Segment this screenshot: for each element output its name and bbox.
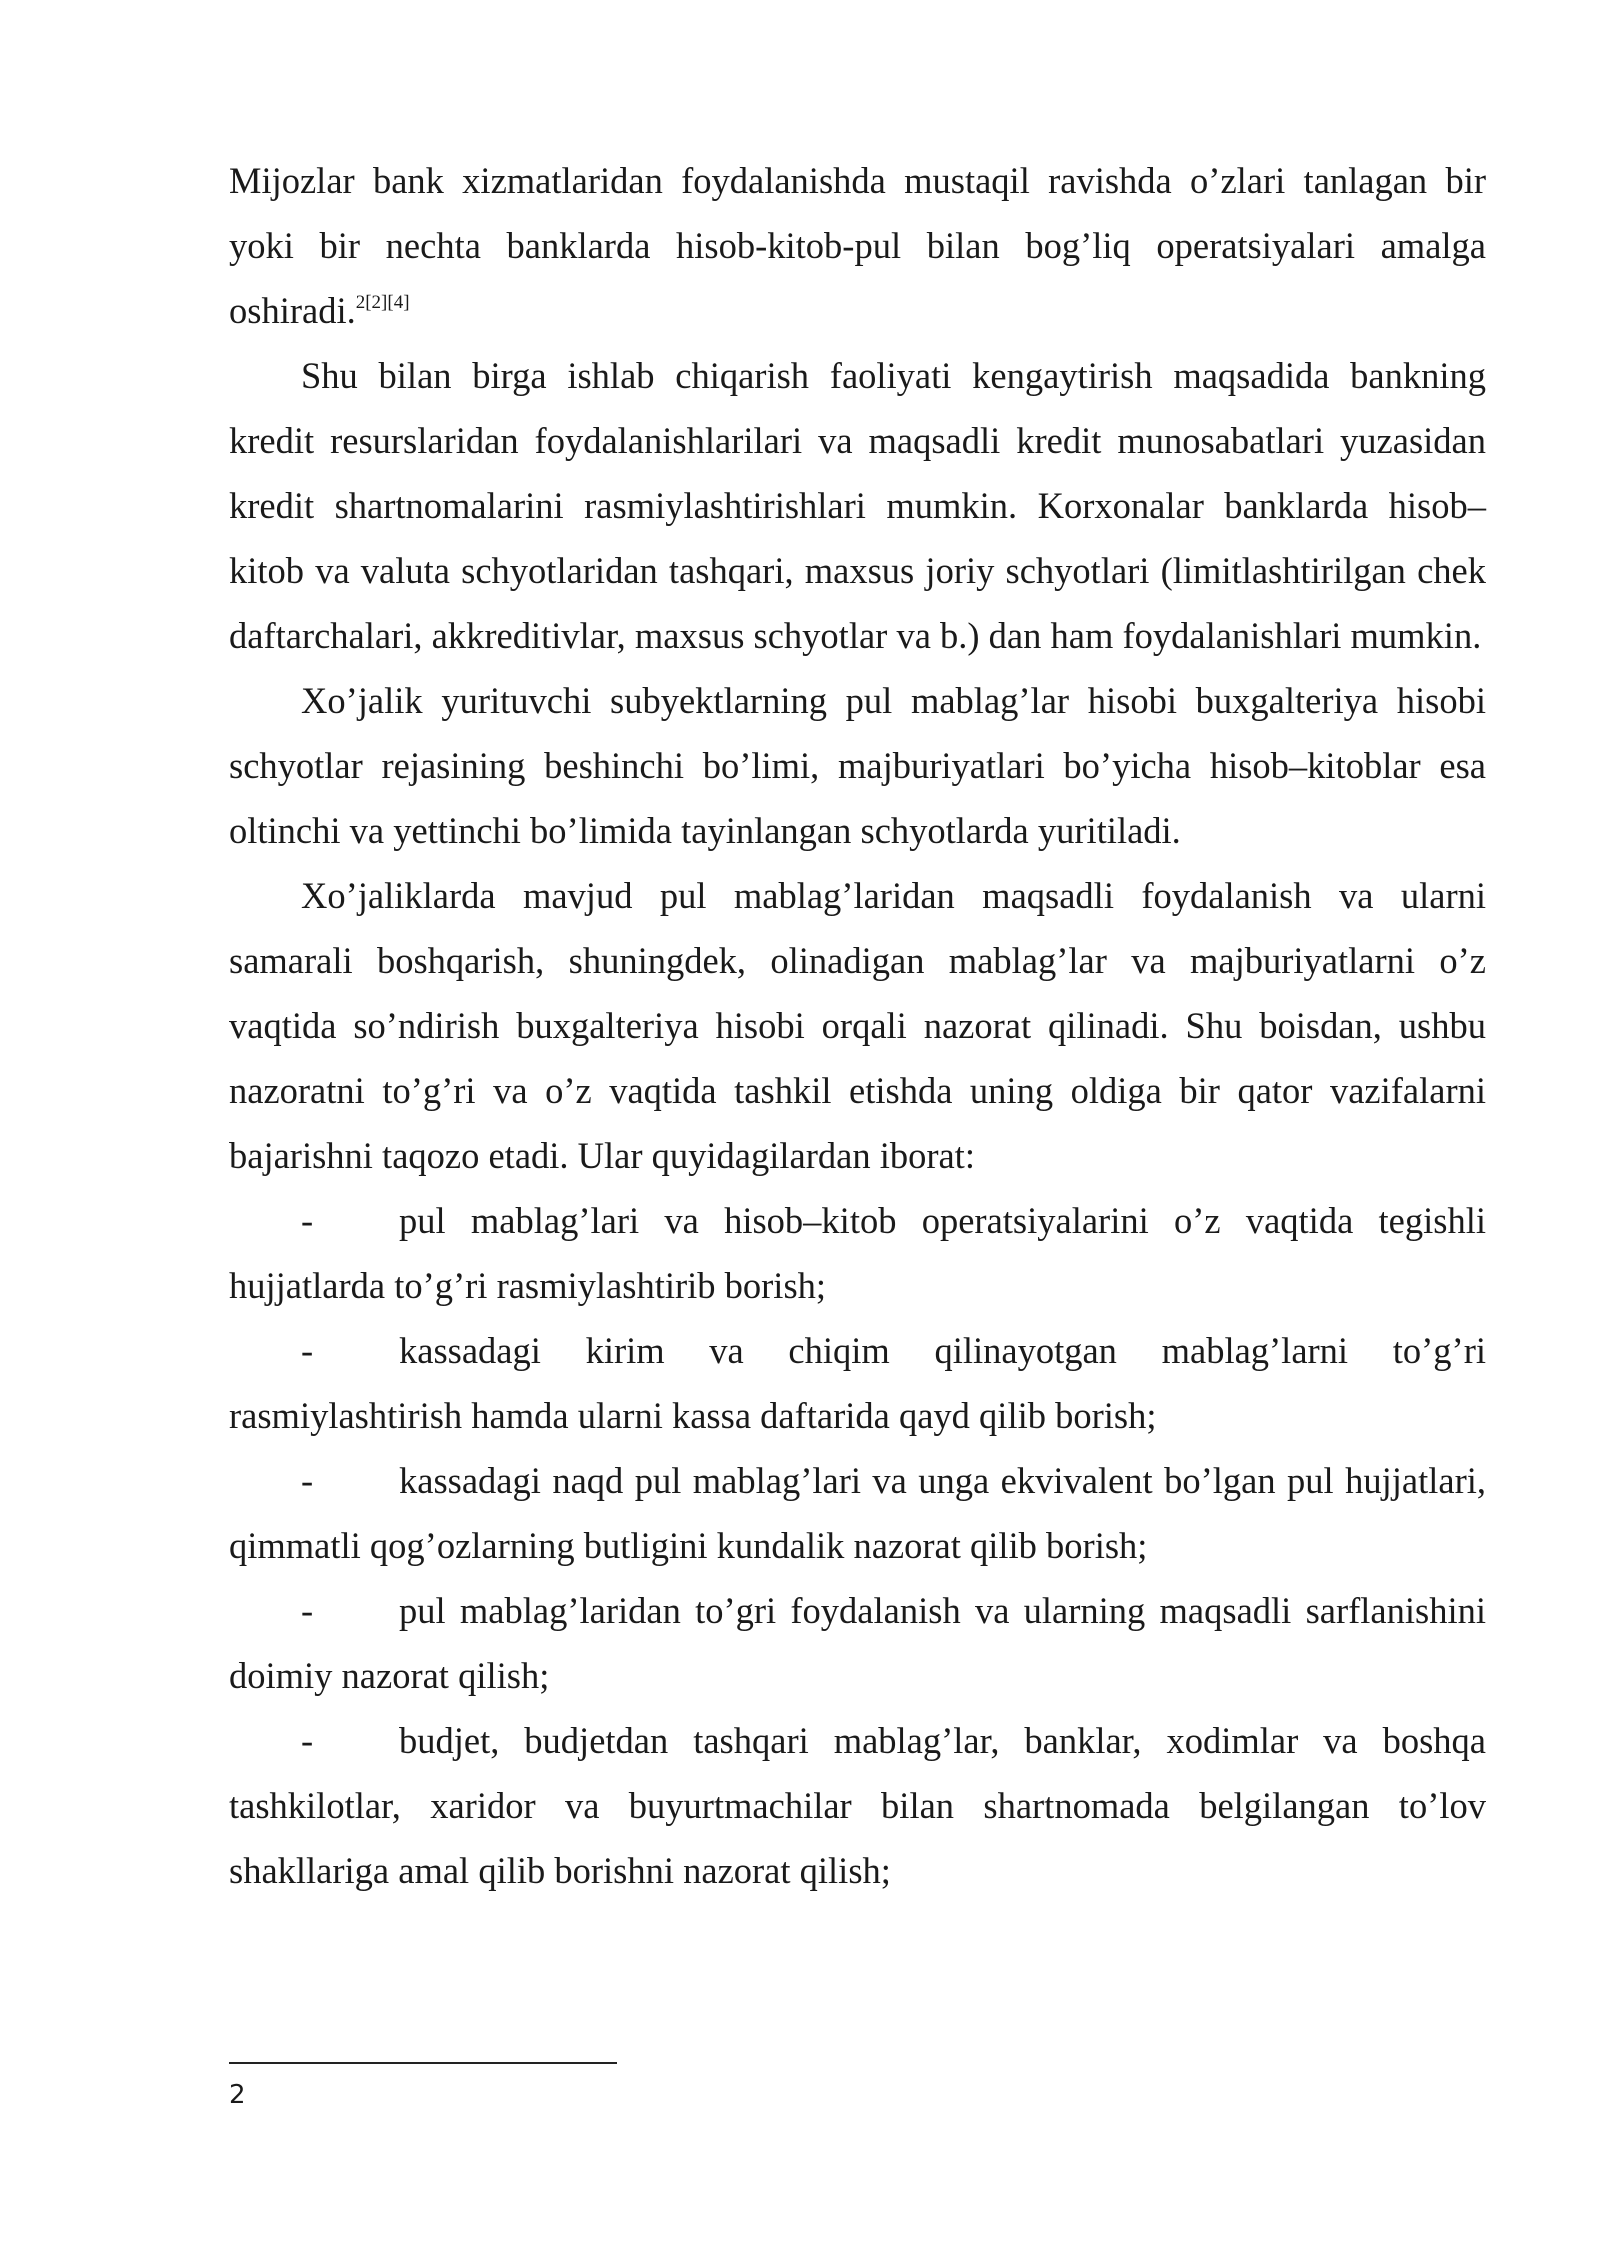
paragraph-4: Xo’jaliklarda mavjud pul mablag’laridan maqsadli foydalanish va ularni samarali boshqarish, shuningdek, olinadigan mablag’lar va majburiyatlarni o’z vaqtida so’ndirish buxgalteriya hisobi orqali nazorat qilinadi. Shu boisdan, ushbu nazoratni to’g’ri va o’z vaqtida tashkil etishda uning oldiga bir qator vazifalarni bajarishni taqozo etadi. Ular quyidagilardan iborat: [229,875,1486,1176]
list-item-text: pul mablag’laridan to’gri foydalanish va ularning maqsadli sarflanishini doimiy nazorat qilish; [229,1590,1486,1696]
bullet-dash: - [301,1200,314,1241]
footnote-reference[interactable]: 2[2][4] [355,292,410,313]
footnote-number: 2 [229,2080,246,2110]
document-body [229,148,1486,1903]
footnote-separator [229,2062,617,2064]
bullet-dash: - [301,1460,314,1501]
paragraph-1-text: Mijozlar bank xizmatlaridan foydalanishda mustaqil ravishda o’zlari tanlagan bir yoki bir nechta banklarda hisob-kitob-pul bilan bog’liq operatsiyalari amalga oshiradi. [229,160,1486,331]
list-item-text: pul mablag’lari va hisob–kitob operatsiyalarini o’z vaqtida tegishli hujjatlarda to’g’ri rasmiylashtirib borish; [229,1200,1486,1306]
list-item-text: kassadagi naqd pul mablag’lari va unga ekvivalent bo’lgan pul hujjatlari, qimmatli qog’ozlarning butligini kundalik nazorat qilib borish; [229,1460,1486,1566]
bullet-dash: - [301,1590,314,1631]
bullet-dash: - [301,1720,314,1761]
list-item [229,1578,1486,1708]
paragraph-3: Xo’jalik yurituvchi subyektlarning pul mablag’lar hisobi buxgalteriya hisobi schyotlar rejasining beshinchi bo’limi, majburiyatlari bo’yicha hisob–kitoblar esa oltinchi va yettinchi bo’limida tayinlangan schyotlarda yuritiladi. [229,680,1486,851]
list-item-text: kassadagi kirim va chiqim qilinayotgan mablag’larni to’g’ri rasmiylashtirish hamda ularni kassa daftarida qayd qilib borish; [229,1330,1486,1436]
list-item [229,1448,1486,1578]
paragraph-2: Shu bilan birga ishlab chiqarish faoliyati kengaytirish maqsadida bankning kredit resurslaridan foydalanishlarilari va maqsadli kredit munosabatlari yuzasidan kredit shartnomalarini rasmiylashtirishlari mumkin. Korxonalar banklarda hisob–kitob va valuta schyotlaridan tashqari, maxsus joriy schyotlari (limitlashtirilgan chek daftarchalari, akkreditivlar, maxsus schyotlar va b.) dan ham foydalanishlari mumkin. [229,355,1486,656]
list-item-text: budjet, budjetdan tashqari mablag’lar, banklar, xodimlar va boshqa tashkilotlar, xaridor va buyurtmachilar bilan shartnomada belgilangan to’lov shakllariga amal qilib borishni nazorat qilish; [229,1720,1486,1891]
list-item [229,1318,1486,1448]
paragraph-1 [229,148,1486,343]
list-item [229,1708,1486,1903]
bullet-dash: - [301,1330,314,1371]
list-item [229,1188,1486,1318]
